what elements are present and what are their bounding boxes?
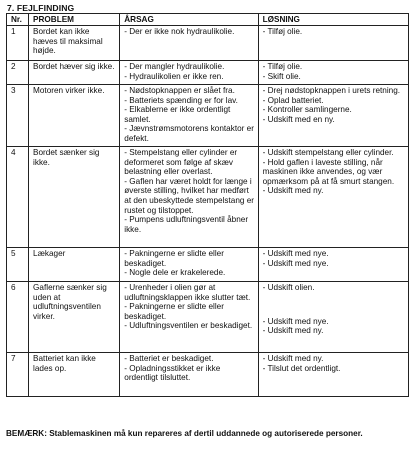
solution-cell: [258, 282, 408, 353]
cause-item: - Gaflen har været holdt for længe i øverste stilling, hvilket har medført at den ubeskyttede stempelstang er rustet og tilstoppet.: [124, 176, 254, 215]
solution-item: - Udskift olien.: [262, 283, 315, 292]
cause-item: - Stempelstang eller cylinder er deformeret som følge af skæv belastning eller overlast.: [124, 148, 238, 177]
column-header-aarsag: ÅRSAG: [120, 14, 258, 26]
cause-item: - Udluftningsventilen er beskadiget.: [124, 321, 253, 331]
problem-cell: Motoren virker ikke.: [29, 85, 120, 147]
cause-item: - Nogle dele er krakelerede.: [124, 268, 226, 278]
solution-item: - Udskift med nye.: [262, 258, 329, 268]
row-number: 1: [7, 26, 29, 61]
cause-item: - Pumpens udluftningsventil åbner ikke.: [124, 215, 249, 234]
cause-cell: [120, 85, 258, 147]
cause-item: - Hydraulikolien er ikke ren.: [124, 71, 224, 81]
problem-cell: Lækager: [29, 248, 120, 282]
cause-item: - Nødstopknappen er slået fra.: [124, 86, 235, 95]
cause-cell: [120, 147, 258, 248]
problem-cell: Bordet kan ikke hæves til maksimal højde.: [29, 26, 120, 61]
solution-item: - Tilføj olie.: [262, 62, 303, 71]
table-row: [7, 26, 409, 61]
problem-cell: Batteriet kan ikke lades op.: [29, 353, 120, 397]
column-header-nr: Nr.: [7, 14, 29, 26]
solution-item: - Oplad batteriet.: [262, 95, 324, 105]
solution-cell: [258, 147, 408, 248]
solution-item: - Udskift med ny.: [262, 186, 324, 196]
problem-cell: Bordet sænker sig ikke.: [29, 147, 120, 248]
solution-item: - Skift olie.: [262, 71, 301, 81]
table-row: [7, 85, 409, 147]
solution-item: - Udskift med ny.: [262, 354, 324, 363]
cause-cell: [120, 282, 258, 353]
footer-note: BEMÆRK: Stablemaskinen må kun repareres af dertil uddannede og autoriserede personer.: [6, 429, 363, 438]
cause-item: - Urenheder i olien gør at udluftningsklappen ikke slutter tæt.: [124, 283, 251, 302]
cause-item: - Der mangler hydraulikolie.: [124, 62, 225, 71]
solution-cell: [258, 61, 408, 85]
cause-cell: [120, 248, 258, 282]
cause-item: - Batteriets spænding er for lav.: [124, 95, 238, 105]
cause-item: - Der er ikke nok hydraulikolie.: [124, 27, 235, 36]
cause-item: - Elkablerne er ikke ordentligt samlet.: [124, 105, 231, 124]
solution-item: - Udskift med nye.: [262, 249, 329, 258]
table-row: [7, 147, 409, 248]
row-number: 5: [7, 248, 29, 282]
solution-item: - Udskift med nye.: [262, 316, 329, 326]
row-number: 2: [7, 61, 29, 85]
solution-item: - Kontroller samlingerne.: [262, 105, 352, 115]
problem-cell: Bordet hæver sig ikke.: [29, 61, 120, 85]
table-header-row: [7, 14, 409, 26]
cause-item: - Opladningsstikket er ikke ordentligt tilsluttet.: [124, 363, 221, 383]
row-number: 3: [7, 85, 29, 147]
solution-item: - Udskift stempelstang eller cylinder.: [262, 148, 394, 157]
table-row: [7, 282, 409, 353]
solution-item: - Tilføj olie.: [262, 27, 303, 36]
cause-cell: [120, 61, 258, 85]
troubleshooting-document: [6, 3, 410, 397]
solution-cell: [258, 85, 408, 147]
column-header-losning: LØSNING: [258, 14, 408, 26]
row-number: 7: [7, 353, 29, 397]
section-title: 7. FEJLFINDING: [7, 3, 75, 13]
cause-item: - Jævnstrømsmotorens kontaktor er defekt.: [124, 124, 254, 143]
table-row: [7, 248, 409, 282]
solution-item: - Udskift med ny.: [262, 326, 324, 336]
solution-item: - Udskift med en ny.: [262, 114, 335, 124]
row-number: 4: [7, 147, 29, 248]
solution-cell: [258, 248, 408, 282]
troubleshooting-table: [6, 13, 409, 397]
solution-item: - Drej nødstopknappen i urets retning.: [262, 86, 401, 95]
cause-cell: [120, 26, 258, 61]
table-row: [7, 61, 409, 85]
cause-cell: [120, 353, 258, 397]
solution-item: - Hold gaflen i laveste stilling, når maskinen ikke anvendes, og vær opmærksom på at få smurt stangen.: [262, 157, 395, 186]
cause-item: - Batteriet er beskadiget.: [124, 354, 214, 363]
solution-item: - Tilslut det ordentligt.: [262, 363, 341, 373]
table-row: [7, 353, 409, 397]
column-header-problem: PROBLEM: [29, 14, 120, 26]
solution-cell: [258, 26, 408, 61]
problem-cell: Gaflerne sænker sig uden at udluftningsventilen virker.: [29, 282, 120, 353]
solution-cell: [258, 353, 408, 397]
row-number: 6: [7, 282, 29, 353]
cause-item: - Pakningerne er slidte eller beskadiget.: [124, 249, 224, 268]
cause-item: - Pakningerne er slidte eller beskadiget.: [124, 302, 224, 321]
